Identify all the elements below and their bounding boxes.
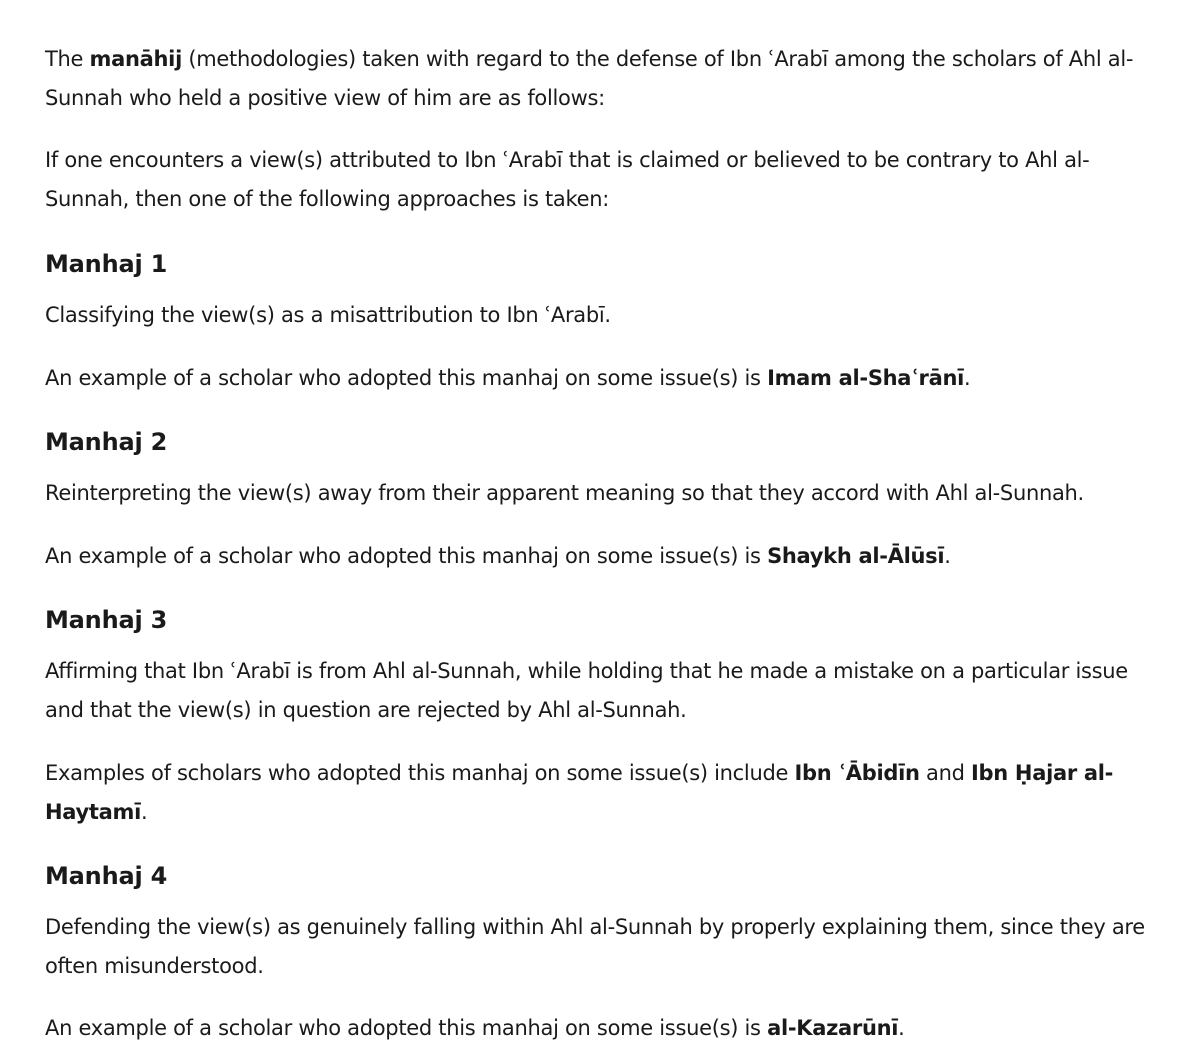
example-end: . (944, 544, 951, 568)
section-example-manhaj-3 (45, 754, 1170, 832)
example-end: . (140, 800, 148, 824)
section-example-manhaj-4 (45, 1009, 1170, 1048)
scholar-name: Ibn ʿĀbidīn (794, 761, 920, 785)
intro-term: manāhij (89, 47, 182, 71)
section-description-manhaj-1: Classifying the view(s) as a misattribution to Ibn ʿArabī. (45, 303, 611, 327)
example-end: . (964, 366, 971, 390)
example-text: Examples of scholars who adopted this manhaj on some issue(s) include (45, 761, 795, 785)
section-example-manhaj-2 (45, 537, 1170, 576)
approach-paragraph: If one encounters a view(s) attributed to Ibn ʿArabī that is claimed or believed to be contrary to Ahl al-Sunnah, then one of the following approaches is taken: (45, 148, 1090, 211)
example-text: An example of a scholar who adopted this manhaj on some issue(s) is (45, 1016, 768, 1040)
section-heading-manhaj-2: Manhaj 2 (45, 428, 168, 456)
scholar-name: al-Kazarūnī (767, 1016, 899, 1040)
scholar-name: Shaykh al-Ālūsī (767, 544, 945, 568)
section-description-manhaj-4: Defending the view(s) as genuinely falling within Ahl al-Sunnah by properly explaining them, since they are often misunderstood. (45, 915, 1145, 978)
section-description-manhaj-3: Affirming that Ibn ʿArabī is from Ahl al-Sunnah, while holding that he made a mistake on a particular issue and that the view(s) in question are rejected by Ahl al-Sunnah. (45, 659, 1128, 722)
intro-paragraph (45, 40, 1170, 118)
example-text: An example of a scholar who adopted this manhaj on some issue(s) is (45, 544, 768, 568)
scholar-name-2: Ibn Ḥajar al-Haytamī (45, 761, 1114, 824)
intro-text-pre: The (45, 47, 90, 71)
section-heading-manhaj-3: Manhaj 3 (45, 606, 168, 634)
section-heading-manhaj-4: Manhaj 4 (45, 862, 168, 890)
example-text: An example of a scholar who adopted this manhaj on some issue(s) is (45, 366, 768, 390)
example-end: . (898, 1016, 905, 1040)
section-heading-manhaj-1: Manhaj 1 (45, 250, 168, 278)
intro-text-post: (methodologies) taken with regard to the defense of Ibn ʿArabī among the scholars of Ahl al-Sunnah who held a positive view of him are as follows: (45, 47, 1134, 110)
example-conjunction: and (919, 761, 972, 785)
section-description-manhaj-2: Reinterpreting the view(s) away from their apparent meaning so that they accord with Ahl al-Sunnah. (45, 481, 1084, 505)
section-example-manhaj-1 (45, 359, 1170, 398)
scholar-name: Imam al-Shaʿrānī (767, 366, 965, 390)
